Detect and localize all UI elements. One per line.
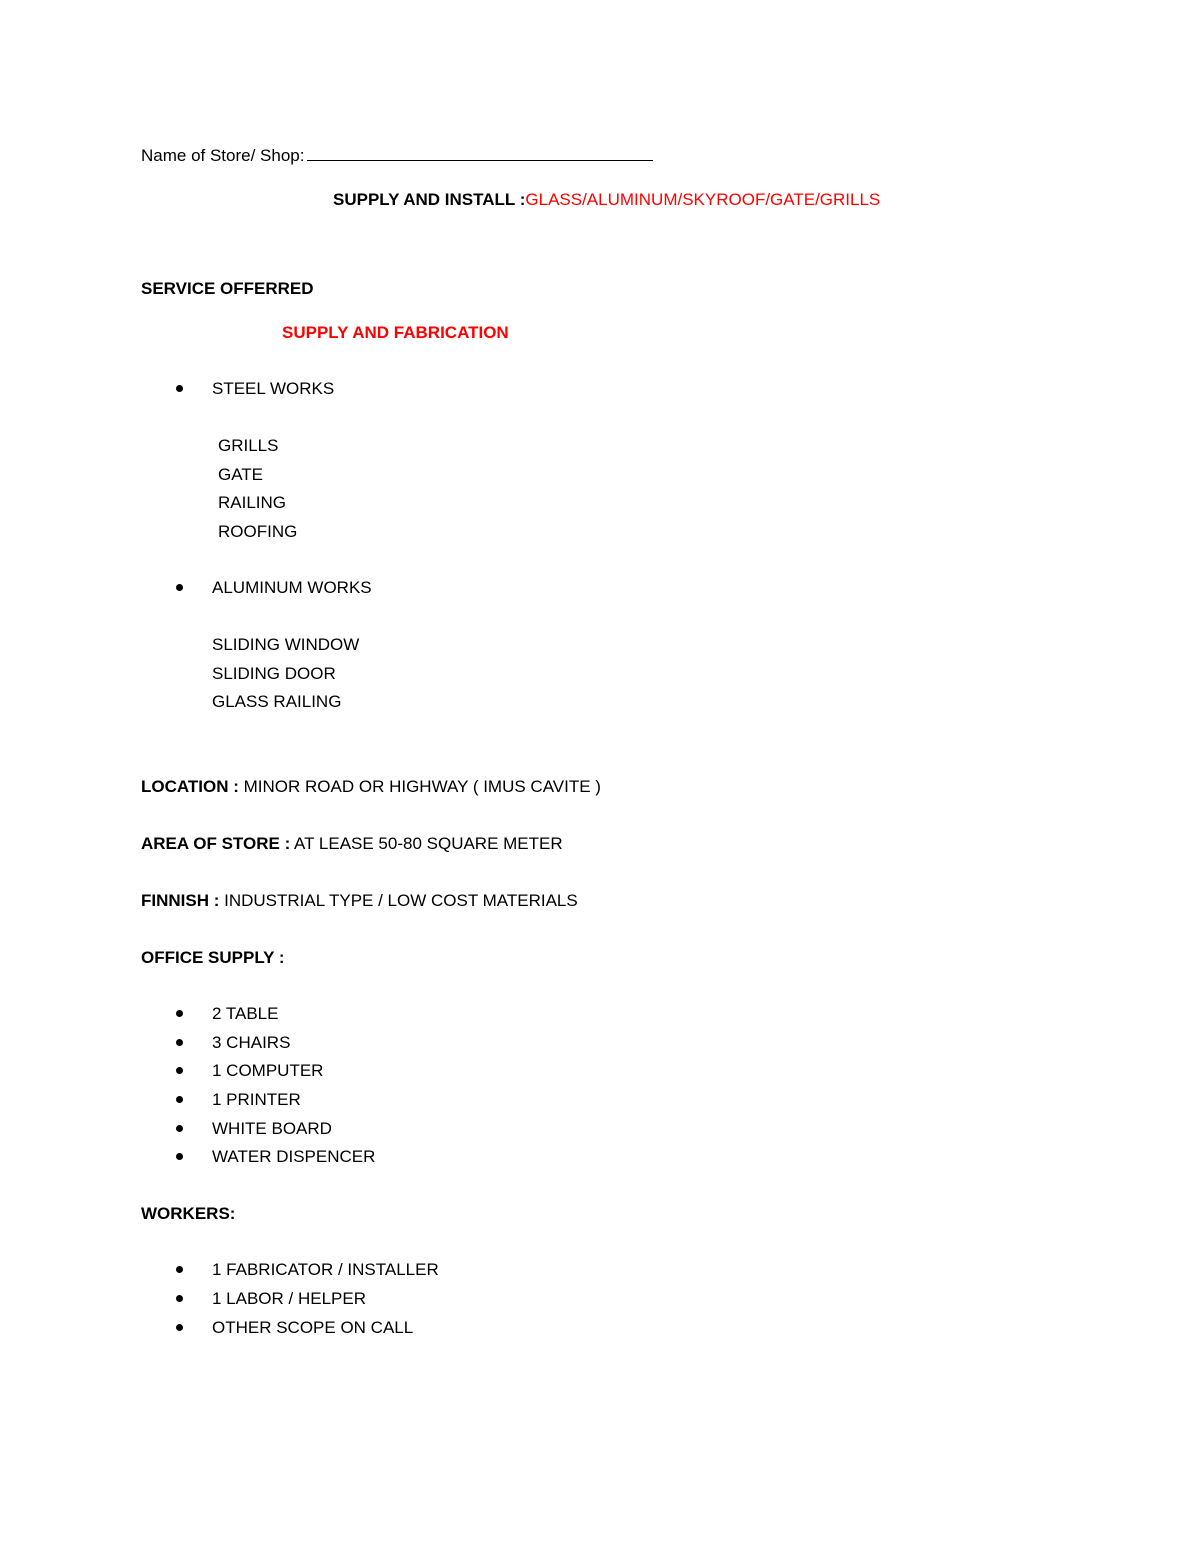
aluminum-item-glass-railing: GLASS RAILING <box>212 692 342 711</box>
worker-item-other-scope: OTHER SCOPE ON CALL <box>212 1318 414 1337</box>
office-item-whiteboard: WHITE BOARD <box>212 1119 332 1138</box>
aluminum-item-sliding-window: SLIDING WINDOW <box>212 635 360 654</box>
worker-item-fabricator: 1 FABRICATOR / INSTALLER <box>212 1260 439 1279</box>
area-label: AREA OF STORE : <box>141 834 291 853</box>
bullet-icon <box>176 1039 183 1046</box>
service-offered-heading: SERVICE OFFERRED <box>141 279 314 298</box>
office-item-table: 2 TABLE <box>212 1004 279 1023</box>
aluminum-item-sliding-door: SLIDING DOOR <box>212 664 336 683</box>
steel-item-railing: RAILING <box>218 493 287 512</box>
document-title <box>333 190 880 210</box>
steel-item-roofing: ROOFING <box>218 522 298 541</box>
office-item-printer: 1 PRINTER <box>212 1090 301 1109</box>
office-supply-heading: OFFICE SUPPLY : <box>141 948 285 967</box>
steel-item-gate: GATE <box>218 465 264 484</box>
finish-label: FINNISH : <box>141 891 220 910</box>
store-name-line <box>141 146 653 166</box>
steel-works-label: STEEL WORKS <box>212 379 335 398</box>
title-prefix: SUPPLY AND INSTALL : <box>333 190 526 209</box>
bullet-icon <box>176 1067 183 1074</box>
store-name-blank <box>307 146 653 161</box>
location-value: MINOR ROAD OR HIGHWAY ( IMUS CAVITE ) <box>238 777 601 796</box>
aluminum-works-label: ALUMINUM WORKS <box>212 578 372 597</box>
location-label: LOCATION : <box>141 777 239 796</box>
workers-heading: WORKERS: <box>141 1204 236 1223</box>
area-value: AT LEASE 50-80 SQUARE METER <box>290 834 563 853</box>
steel-item-grills: GRILLS <box>218 436 279 455</box>
finish-value: INDUSTRIAL TYPE / LOW COST MATERIALS <box>219 891 578 910</box>
store-name-label: Name of Store/ Shop: <box>141 146 305 165</box>
title-items: GLASS/ALUMINUM/SKYROOF/GATE/GRILLS <box>525 190 881 209</box>
finish-line <box>141 891 578 911</box>
area-line <box>141 834 563 854</box>
bullet-icon <box>176 584 183 591</box>
bullet-icon <box>176 1125 183 1132</box>
location-line <box>141 777 601 797</box>
bullet-icon <box>176 1295 183 1302</box>
bullet-icon <box>176 1153 183 1160</box>
office-item-computer: 1 COMPUTER <box>212 1061 324 1080</box>
bullet-icon <box>176 385 183 392</box>
supply-fabrication-heading: SUPPLY AND FABRICATION <box>282 323 509 342</box>
bullet-icon <box>176 1010 183 1017</box>
bullet-icon <box>176 1324 183 1331</box>
bullet-icon <box>176 1266 183 1273</box>
office-item-chairs: 3 CHAIRS <box>212 1033 291 1052</box>
office-item-water-dispencer: WATER DISPENCER <box>212 1147 376 1166</box>
worker-item-labor: 1 LABOR / HELPER <box>212 1289 367 1308</box>
bullet-icon <box>176 1096 183 1103</box>
